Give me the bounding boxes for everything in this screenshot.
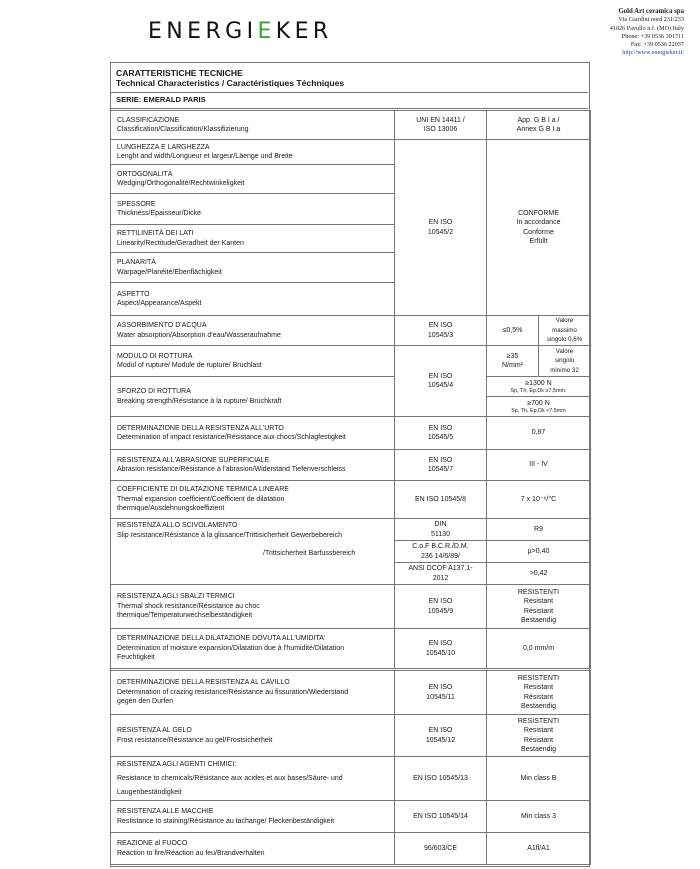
norm-cell-rottura: EN ISO 10545/4 [395,346,487,417]
value-cell: ≥700 N Sp, Th, Ep,Dk <7,5mm [487,397,591,417]
norm-cell: ANSI DCOF A137.1- 2012 [395,563,487,585]
norm-cell: C.o.F B.C.R./D.M. 236 14/6/89/ [395,541,487,563]
title-it: CARATTERISTICHE TECNICHE [116,68,243,78]
value-cell: RESISTENTI Resistant Résistant Bestaendig [487,715,591,757]
desc-cell: LUNGHEZZA E LARGHEZZA Lenght and width/Longueur et largeur/Läenge und Breite [111,140,395,165]
row-modulo [111,346,591,377]
row-lunghezza [111,140,591,165]
value-cell: III - IV [487,450,591,481]
desc-cell: SFORZO DI ROTTURA Breaking strength/Résistance à la rupture/ Bruchkraft [111,377,395,417]
value-cell: 7 x 10⁻⁶/°C [487,481,591,519]
series-name: SERIE: EMERALD PARIS [110,92,588,109]
title-block [110,62,588,93]
norm-cell: EN ISO 10545/14 [395,801,487,833]
spec-table-2 [110,670,591,865]
note-cell: Valore massimo singolo 0,6% [539,316,591,346]
desc-cell: RESISTENZA AGLI SBALZI TERMICI Thermal shock resistance/Résistance au choc thermique/Temperaturwechselbeständigkeit [111,585,395,629]
desc-cell: ASPETTO Aspect/Appearance/Aspekt [111,283,395,316]
value-cell: RESISTENTI Resistant Résistant Bestaendig [487,671,591,715]
fax: Fax: +39 0536 22037 [630,41,684,49]
value-cell-conforme: CONFORME In accordance Conforme Erfüllt [487,140,591,316]
desc-cell: RESISTENZA ALL'ABRASIONE SUPERFICIALE Abrasion resistance/Résistance à l'abrasion/Widerstand Tiefenverschleiss [111,450,395,481]
value-cell: μ>0,40 [487,541,591,563]
row-scivolamento-a [111,519,591,541]
desc-cell: RESISTENZA ALLE MACCHIE Restistance to staining/Résistance au tachange/ Fleckenbeständigkeit [111,801,395,833]
value-cell: Min class 3 [487,801,591,833]
norm-cell: DIN 51130 [395,519,487,541]
value-cell: ≥35 N/mm² [487,346,539,377]
row-sforzo-a [111,377,591,397]
desc-cell: ORTOGONALITÀ Wedging/Orthogonalité/Rechtwinkeligkeit [111,165,395,194]
norm-cell: EN ISO 10545/11 [395,671,487,715]
desc-cell: DETERMINAZIONE DELLA DILATAZIONE DOVUTA ALL'UMIDITA' Determination of moisture expansion/Dilatation due à l'humidité/Dilatation Feuchtigkeit [111,629,395,669]
value-cell: 0,0 mm/m [487,629,591,669]
note-cell: Valore singolo minimo 32 [539,346,591,377]
desc-cell: COEFFICIENTE DI DILATAZIONE TERMICA LINEARE Thermal expansion coefficient/Coefficient de dilatation thermique/Ausdehnungskoeffizient [111,481,395,519]
desc-cell: RESISTENZA AGLI AGENTI CHIMICI: Resistance to chemicals/Résistance aux acides et aux bases/Säure- und Laugenbeständigkeit [111,757,395,801]
row-cavillo [111,671,591,715]
spec-table [110,110,591,669]
value-cell: A1fl/A1 [487,833,591,865]
value-cell: App. G B I a / Annex G B I a [487,111,591,140]
norm-cell: EN ISO 10545/7 [395,450,487,481]
brand-logo [148,18,380,46]
company-name: Gold Art ceramica spa [618,8,684,15]
row-chimici [111,757,591,801]
desc-cell: SPESSORE Thickness/Epaisseur/Dicke [111,194,395,225]
row-dilatazione [111,481,591,519]
row-umidita [111,629,591,669]
address-line-1: Via Giardini nord 231/233 [618,16,684,24]
website-link[interactable]: http://www.energieker.it/ [622,49,684,57]
value-cell: R9 [487,519,591,541]
row-abrasione [111,450,591,481]
desc-cell: RESISTENZA AL GELO Frost resistance/Résistance au gel/Frostsicherheit [111,715,395,757]
norm-cell: 96/603/CE [395,833,487,865]
desc-cell: DETERMINAZIONE DELLA RESISTENZA AL CAVILLO Determination of crazing resistance/Résistance au fissuration/Wiederstand gegen den Durfen [111,671,395,715]
desc-cell: CLASSIFICAZIONE Classification/Classification/Klassifizierung [111,111,395,140]
row-assorbimento [111,316,591,346]
phone: Phone: +39 0536 301711 [621,32,684,40]
norm-cell: EN ISO 10545/3 [395,316,487,346]
norm-cell: EN ISO 10545/9 [395,585,487,629]
desc-cell: DETERMINAZIONE DELLA RESISTENZA ALL'URTO Determination of impact resistance/Résistance aux chocs/Schlagfestigkeit [111,417,395,450]
desc-cell: RESISTENZA ALLO SCIVOLAMENTO Slip resistance/Résistance à la glissance/Trittisicherheit Gewerbebereich /Trittsicherheit Barfussbereich [111,519,395,585]
value-cell: ≥1300 N Sp, Th, Ep,Dk ≥7,5mm. [487,377,591,397]
row-fuoco [111,833,591,865]
value-cell: RESISTENTI Resistant Résistant Bestaendig [487,585,591,629]
value-cell: 0,87 [487,417,591,450]
row-classificazione [111,111,591,140]
company-address [484,8,684,58]
row-sbalzi [111,585,591,629]
norm-cell: UNI EN 14411 / ISO 13006 [395,111,487,140]
desc-cell: REAZIONE al FUOCO Reaction to fire/Réaction au feu/Brandverhalten [111,833,395,865]
norm-cell: EN ISO 10545/10 [395,629,487,669]
desc-cell: RETTILINEITÀ DEI LATI Linearity/Rectitude/Geradheit der Kanten [111,225,395,253]
norm-cell: EN ISO 10545/12 [395,715,487,757]
row-urto [111,417,591,450]
norm-cell: EN ISO 10545/5 [395,417,487,450]
value-cell: >0,42 [487,563,591,585]
value-cell: Min class B [487,757,591,801]
norm-cell: EN ISO 10545/13 [395,757,487,801]
row-macchie [111,801,591,833]
row-gelo [111,715,591,757]
desc-cell: PLANARITÀ Warpage/Planéité/Ebenflächigkeit [111,253,395,283]
desc-cell: ASSORBIMENTO D'ACQUA Water absorption/Absorption d'eau/Wasseraufnahme [111,316,395,346]
logo-accent-letter: E [257,19,276,44]
logo-wordmark: ENERGIEKER [148,19,333,44]
norm-cell-dimensional: EN ISO 10545/2 [395,140,487,316]
desc-cell: MODULO DI ROTTURA Modul of rupture/ Module de rupture/ Bruchlast [111,346,395,377]
value-cell: ≤0,5% [487,316,539,346]
norm-cell: EN ISO 10545/8 [395,481,487,519]
address-line-2: 41026 Pavullo n.f. (MO) Italy [609,24,684,32]
title-en: Technical Characteristics / Caractéristiques Téchniques [116,78,345,88]
